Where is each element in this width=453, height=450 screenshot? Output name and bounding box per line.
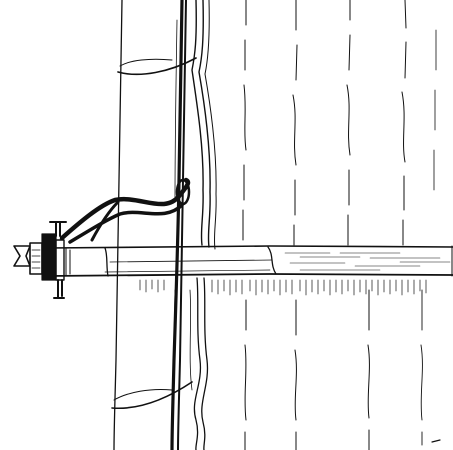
jaw-band-1 (30, 243, 42, 274)
boom-top-edge (48, 246, 453, 248)
boom-mid-line (110, 260, 272, 262)
lashing-rope-1 (62, 180, 188, 238)
corner-mark (432, 440, 440, 442)
sail-seam-low-1 (245, 300, 246, 450)
jaw-fork (14, 246, 30, 266)
jaw-collar (66, 248, 70, 276)
jaw-band-3 (56, 240, 64, 280)
upper-hoop-back (120, 59, 172, 66)
sail-seam-low-2 (295, 300, 296, 450)
gooseneck-lashing (62, 180, 189, 242)
boom-shade-bottom (105, 270, 270, 272)
jaw-pin-bottom (54, 280, 64, 298)
sail-foot-hatching (140, 280, 426, 295)
sail-seam-4 (402, 0, 406, 245)
boom-jaw-fitting (14, 222, 70, 298)
lashing-rope-2 (70, 205, 182, 242)
sail-seam-5 (434, 30, 436, 190)
mast-shade-line-2 (175, 20, 177, 200)
sail-luff-lower-2 (202, 278, 208, 450)
boom (48, 246, 453, 276)
sail-seam-2 (293, 0, 297, 245)
sail-luff-lower-1 (194, 278, 200, 450)
boom-bottom-edge (48, 274, 453, 276)
sail-luff-rope-1 (192, 0, 203, 245)
mast-left-edge (114, 0, 122, 450)
sail-seam-low-3 (368, 290, 369, 450)
sail-luff-lower-3 (190, 290, 192, 390)
sail-seam-low-4 (421, 290, 422, 445)
jaw-band-2 (42, 234, 56, 280)
boom-grain (285, 253, 450, 270)
jaw-shading (32, 250, 40, 268)
sail-seam-1 (243, 0, 246, 240)
sail-seam-3 (347, 0, 350, 245)
